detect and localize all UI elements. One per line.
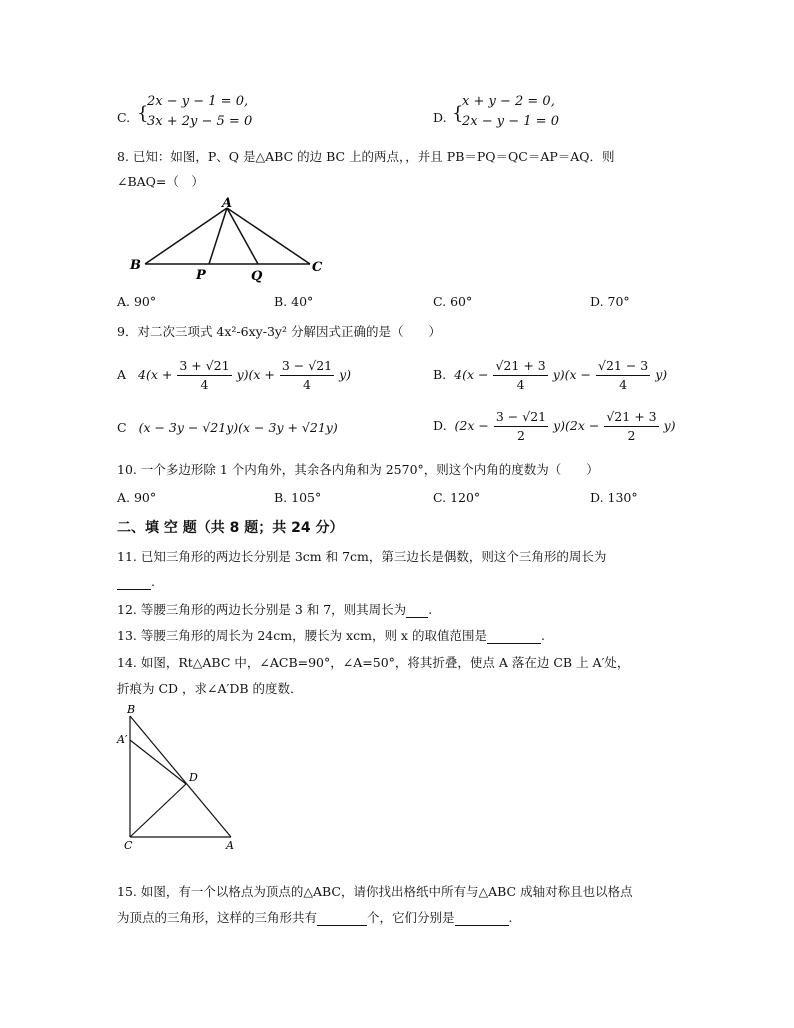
q9-option-b: B. 4(x − $\frac{√21 + 3}{4}$ y)(x − $\frac{√21 - 3}{4}$ y) bbox=[433, 358, 668, 392]
q15-list-blank[interactable] bbox=[455, 910, 509, 926]
q8-label-b: B bbox=[130, 258, 141, 273]
q8-label-c: C bbox=[312, 260, 323, 275]
q14-line2: 折痕为 CD ，求∠A′DB 的度数． bbox=[117, 681, 303, 696]
q7-c-eq1: 2x − y − 1 = 0, bbox=[147, 94, 249, 109]
q12-answer-blank[interactable] bbox=[406, 602, 428, 618]
q8-line1: 8. 已知：如图，P、Q 是△ABC 的边 BC 上的两点，，并且 PB＝PQ＝QC＝AP＝AQ．则 bbox=[117, 149, 615, 164]
q8-option-d: D. 70° bbox=[590, 294, 630, 309]
q15-count-blank[interactable] bbox=[317, 910, 367, 926]
q14-triangle-figure bbox=[112, 700, 242, 852]
q8-option-b: B. 40° bbox=[274, 294, 314, 309]
q9-option-d: D. (2x − $\frac{3 - √21}{2}$ y)(2x − $\frac{√21 + 3}{2}$ y) bbox=[433, 409, 676, 443]
q7-option-d-brace: { bbox=[452, 103, 464, 124]
q15-line2: 为顶点的三角形，这样的三角形共有 个，它们分别是 . bbox=[117, 910, 513, 925]
q13-line: 13. 等腰三角形的周长为 24cm，腰长为 xcm，则 x 的取值范围是 . bbox=[117, 628, 545, 643]
q14-label-d: D bbox=[189, 771, 198, 784]
q9-d-frac1: $\frac{3 - √21}{2}$ bbox=[495, 409, 547, 443]
q8-label-p: P bbox=[196, 268, 206, 283]
q9-stem: 9．对二次三项式 4x²-6xy-3y² 分解因式正确的是（ ） bbox=[117, 324, 441, 339]
q9-b-label: B. bbox=[433, 367, 447, 382]
q8-line2: ∠BAQ=（ ） bbox=[117, 174, 204, 189]
q9-b-frac2: $\frac{√21 - 3}{4}$ bbox=[598, 358, 649, 392]
q13-answer-blank[interactable] bbox=[487, 628, 541, 644]
q9-a-frac1: $\frac{3 + √21}{4}$ bbox=[179, 358, 230, 392]
q14-label-c: C bbox=[124, 839, 133, 852]
q7-option-c-label: C. bbox=[117, 110, 131, 125]
q7-option-c-system bbox=[147, 92, 252, 132]
q9-a-frac2: $\frac{3 - √21}{4}$ bbox=[281, 358, 333, 392]
q7-option-c-brace: { bbox=[137, 103, 149, 124]
q8-label-a: A bbox=[222, 196, 233, 211]
q11-answer-blank[interactable] bbox=[117, 574, 151, 590]
q9-d-frac2: $\frac{√21 + 3}{2}$ bbox=[606, 409, 657, 443]
q9-b-frac1: $\frac{√21 + 3}{4}$ bbox=[495, 358, 546, 392]
q10-stem: 10. 一个多边形除 1 个内角外，其余各内角和为 2570°，则这个内角的度数为（ ） bbox=[117, 462, 599, 477]
q14-line1: 14. 如图，Rt△ABC 中，∠ACB=90°，∠A=50°，将其折叠，使点 A 落在边 CB 上 A′处， bbox=[117, 655, 630, 670]
q9-option-a: A 4(x + $\frac{3 + √21}{4}$ y)(x + $\frac{3 - √21}{4}$ y) bbox=[117, 358, 352, 392]
section-heading: 二、填 空 题（共 8 题；共 24 分） bbox=[117, 520, 344, 536]
q14-label-a: A bbox=[226, 839, 234, 852]
q7-option-d-label: D. bbox=[433, 110, 447, 125]
q9-d-label: D. bbox=[433, 418, 447, 433]
q8-option-a: A. 90° bbox=[117, 294, 157, 309]
q11-line1: 11. 已知三角形的两边长分别是 3cm 和 7cm，第三边长是偶数，则这个三角形的周长为 bbox=[117, 549, 607, 564]
q15-line1: 15. 如图，有一个以格点为顶点的△ABC，请你找出格纸中所有与△ABC 成轴对称且也以格点 bbox=[117, 884, 633, 899]
q8-label-q: Q bbox=[251, 269, 263, 284]
q9-option-c: C (x − 3y − √21y)(x − 3y + √21y) bbox=[117, 420, 338, 435]
q12-line: 12. 等腰三角形的两边长分别是 3 和 7，则其周长为 . bbox=[117, 602, 433, 617]
q9-c-label: C bbox=[117, 420, 127, 435]
q11-line2: . bbox=[117, 574, 155, 590]
q7-d-eq1: x + y − 2 = 0, bbox=[462, 94, 555, 109]
q10-option-b: B. 105° bbox=[274, 490, 322, 505]
q9-a-label: A bbox=[117, 367, 127, 382]
q10-option-a: A. 90° bbox=[117, 490, 157, 505]
q14-label-a-prime: A′ bbox=[117, 733, 128, 746]
q14-label-b: B bbox=[127, 703, 136, 716]
q10-option-d: D. 130° bbox=[590, 490, 638, 505]
q8-triangle-figure bbox=[125, 196, 335, 284]
q8-option-c: C. 60° bbox=[433, 294, 473, 309]
q10-option-c: C. 120° bbox=[433, 490, 481, 505]
q7-d-eq2: 2x − y − 1 = 0 bbox=[462, 114, 559, 129]
q7-option-d-system bbox=[462, 92, 559, 132]
q7-c-eq2: 3x + 2y − 5 = 0 bbox=[147, 114, 253, 129]
